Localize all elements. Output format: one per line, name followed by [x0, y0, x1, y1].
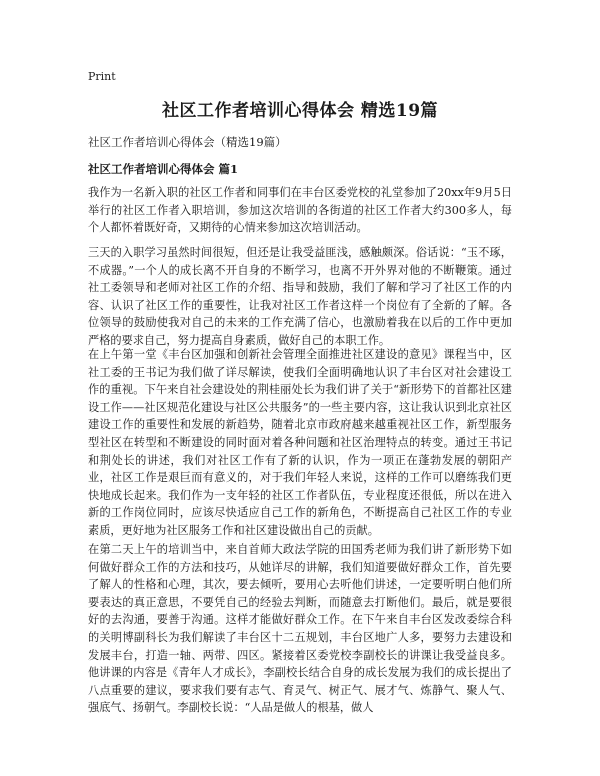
paragraph-3: 在上午第一堂《丰台区加强和创新社会管理全面推进社区建设的意见》课程当中，区社工委的王书记为我们做了详尽解读，使我们全面明确地认识了丰台区对社会建设工作的重视。下午来自社会建设处的荆桂丽处长为我们讲了关于“新形势下的首都社区建设工作——社区规范化建设与社区公共服务”的一些主要内容，这让我认识到北京社区建设工作的重要性和发展的新趋势，随着北京市政府越来越重视社区工作，新型服务型社区在转型和不断建设的同时面对着各种问题和社区治理特点的转变。通过王书记和荆处长的讲述，我们对社区工作有了新的认识，作为一项正在蓬勃发展的朝阳产业，社区工作是艰巨而有意义的，对于我们年轻人来说，这样的工作可以磨练我们更快地成长起来。我们作为一支年轻的社区工作者队伍，专业程度还很低，所以在进入新的工作岗位同时，应该尽快适应自己工作的新角色，不断提高自己社区工作的专业素质，更好地为社区服务工作和社区建设做出自己的贡献。 [88, 348, 512, 537]
section-heading: 社区工作者培训心得体会 篇1 [88, 162, 239, 176]
document-title: 社区工作者培训心得体会 精选19篇 [161, 101, 439, 121]
document-subtitle: 社区工作者培训心得体会（精选19篇） [88, 135, 287, 149]
paragraph-2: 三天的入职学习虽然时间很短，但还是让我受益匪浅，感触颇深。俗话说：“玉不琢，不成器。”一个人的成长离不开自身的不断学习，也离不开外界对他的不断鞭策。通过社工委领导和老师对社区工作的介绍、指导和鼓励，我们了解和学习了社区工作的内容、认识了社区工作的重要性，让我对社区工作者这样一个岗位有了全新的了解。各位领导的鼓励使我对自己的未来的工作充满了信心，也激励着我在以后的工作中更加严格的要求自己，努力提高自身素质，做好自己的本职工作。 [88, 246, 512, 347]
paragraph-4: 在第二天上午的培训当中，来自首师大政法学院的田国秀老师为我们讲了新形势下如何做好群众工作的方法和技巧，从她详尽的讲解，我们知道要做好群众工作，首先要了解人的性格和心理，其次，要去倾听，要用心去听他们讲述，一定要听明白他们所要表达的真正意思，不要凭自己的经验去判断，而随意去打断他们。最后，就是要很好的去沟通，要善于沟通。这样才能做好群众工作。在下午来自丰台区发改委综合科的关明博副科长为我们解读了丰台区十二五规划，丰台区地广人多，要努力去建设和发展丰台，打造一轴、两带、四区。紧接着区委党校李副校长的讲课让我受益良多。他讲课的内容是《青年人才成长》，李副校长结合自身的成长发展为我们的成长提出了八点重要的建议，要求我们要有志气、育灵气、树正气、展才气、炼静气、聚人气、强底气、扬朝气。李副校长说：“人品是做人的根基，做人 [88, 543, 512, 715]
paragraph-1: 我作为一名新入职的社区工作者和同事们在丰台区委党校的礼堂参加了20xx年9月5日举行的社区工作者入职培训，参加这次培训的各街道的社区工作者大约300多人，每个人都怀着既好奇，又期待的心情来参加这次培训活动。 [88, 186, 512, 235]
print-link[interactable]: Print [88, 70, 116, 83]
